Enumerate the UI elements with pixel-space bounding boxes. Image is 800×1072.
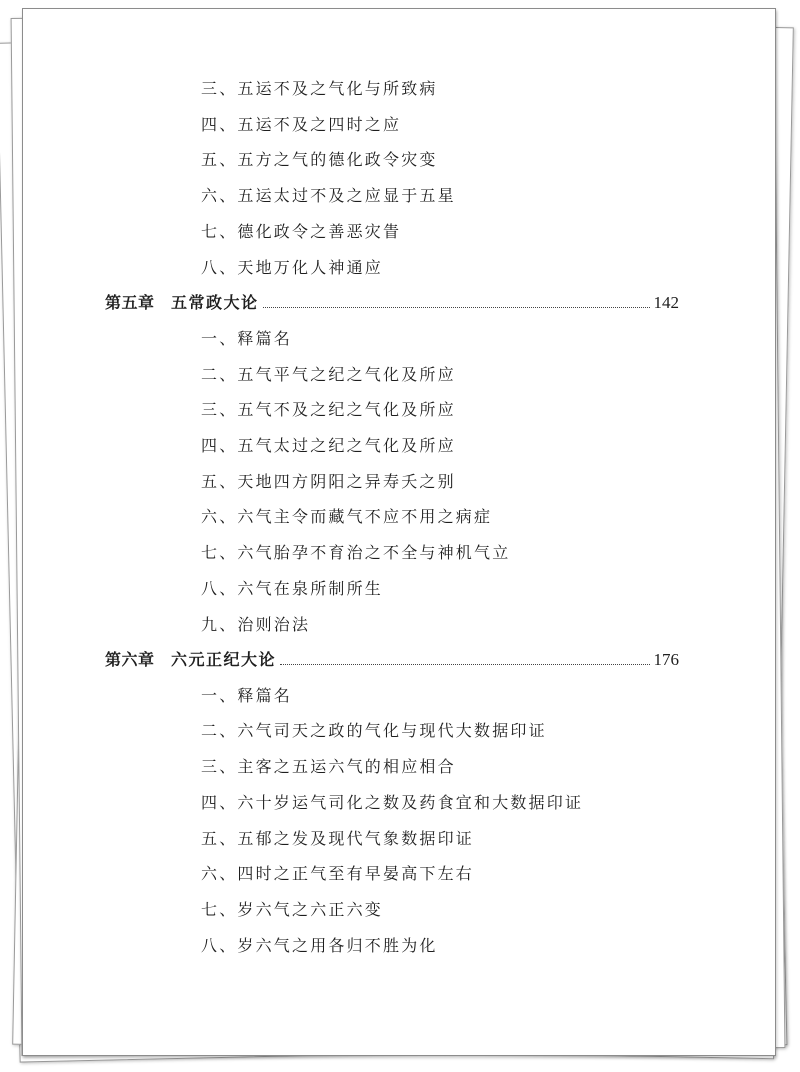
toc-entry: 五、五方之气的德化政令灾变	[201, 150, 438, 169]
toc-entry: 八、六气在泉所制所生	[201, 579, 384, 598]
chapter-label: 第六章	[105, 650, 155, 669]
toc-entry: 三、主客之五运六气的相应相合	[201, 757, 456, 776]
chapter-page-number: 176	[653, 650, 679, 669]
chapter-heading	[105, 650, 679, 670]
toc-entry: 八、岁六气之用各归不胜为化	[201, 936, 438, 955]
toc-entry: 五、五郁之发及现代气象数据印证	[201, 829, 475, 848]
toc-entry: 四、五气太过之纪之气化及所应	[201, 436, 456, 455]
toc-page	[22, 8, 776, 1056]
chapter-title: 六元正纪大论	[171, 650, 277, 669]
toc-entry: 六、四时之正气至有早晏高下左右	[201, 864, 475, 883]
toc-entry: 七、德化政令之善恶灾眚	[201, 222, 402, 241]
toc-entry: 一、释篇名	[201, 329, 293, 348]
toc-entry: 六、五运太过不及之应显于五星	[201, 186, 456, 205]
chapter-label: 第五章	[105, 293, 155, 312]
toc-entry: 四、五运不及之四时之应	[201, 115, 402, 134]
toc-entry: 六、六气主令而藏气不应不用之病症	[201, 507, 493, 526]
toc-entry: 九、治则治法	[201, 615, 311, 634]
toc-entry: 一、释篇名	[201, 686, 293, 705]
dot-leader	[263, 306, 650, 308]
toc-entry: 五、天地四方阴阳之异寿夭之别	[201, 472, 456, 491]
toc-entry: 三、五运不及之气化与所致病	[201, 79, 438, 98]
toc-entry: 八、天地万化人神通应	[201, 258, 384, 277]
toc-entry: 四、六十岁运气司化之数及药食宜和大数据印证	[201, 793, 584, 812]
toc-entry: 二、六气司天之政的气化与现代大数据印证	[201, 721, 547, 740]
chapter-title: 五常政大论	[171, 293, 259, 312]
chapter-heading	[105, 293, 679, 313]
toc-entry: 七、六气胎孕不育治之不全与神机气立	[201, 543, 511, 562]
dot-leader	[280, 663, 649, 665]
toc-entry: 七、岁六气之六正六变	[201, 900, 384, 919]
chapter-page-number: 142	[653, 293, 679, 312]
toc-entry: 三、五气不及之纪之气化及所应	[201, 400, 456, 419]
toc-entry: 二、五气平气之纪之气化及所应	[201, 365, 456, 384]
